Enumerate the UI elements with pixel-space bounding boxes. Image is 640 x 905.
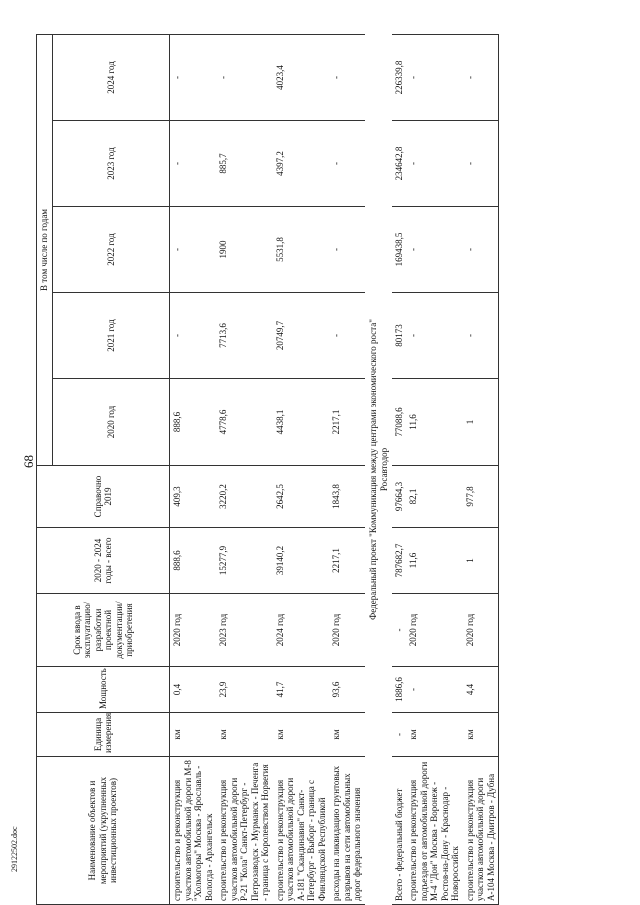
cell-2023: - (463, 121, 499, 207)
cell-name: строительство и реконструкция подъездов от автомобильной дороги М-4 "Дон" Москва - Воронеж - Ростов-на-Дону - Краснодар - Новороссийск (406, 757, 463, 905)
header-year-2022: 2022 год (52, 207, 170, 293)
table-header (37, 34, 170, 904)
cell-2023: - (170, 121, 217, 207)
cell-total: 888,6 (170, 528, 217, 594)
cell-2020: 2217,1 (329, 379, 365, 466)
header-group-by-year: В том числе по годам (37, 34, 53, 465)
cell-2022: - (406, 207, 463, 293)
cell-total: 787682,7 (392, 528, 407, 594)
agency-name: Росавтодор (379, 447, 389, 492)
cell-2020: 4778,6 (216, 379, 273, 466)
cell-2024: 4023,4 (273, 34, 330, 120)
cell-unit: км (329, 713, 365, 757)
cell-ref2019: 2642,5 (273, 466, 330, 528)
cell-total: 15277,9 (216, 528, 273, 594)
table-row (273, 34, 330, 904)
cell-name: строительство и реконструкция участков автомобильной дороги Р-21 "Кола" Санкт-Петербург - Петрозаводск - Мурманск - Печенга - граница с Королевством Норвегия (216, 757, 273, 905)
cell-capacity: 4,4 (463, 667, 499, 713)
cell-2020: 11,6 (406, 379, 463, 466)
rotated-table-wrapper (36, 35, 640, 905)
cell-name: расходы на ликвидацию грунтовых разрывов на сети автомобильных дорог федерального значения (329, 757, 365, 905)
table-row (170, 34, 217, 904)
header-ref2019: Справочно 2019 (37, 466, 170, 528)
federal-project-title: Федеральный проект "Коммуникация между центрами экономического роста" (367, 319, 378, 620)
table-row (463, 34, 499, 904)
page-number: 68 (21, 455, 36, 468)
cell-name: строительство и реконструкция участков автомобильной дороги А-104 Москва - Дмитров - Дубна (463, 757, 499, 905)
cell-2022: 5531,8 (273, 207, 330, 293)
cell-total: 11,6 (406, 528, 463, 594)
cell-capacity: 23,9 (216, 667, 273, 713)
cell-2020: 77088,6 (392, 379, 407, 466)
table-body (170, 34, 499, 904)
cell-unit: км (406, 713, 463, 757)
cell-total: 39140,2 (273, 528, 330, 594)
header-year-2023: 2023 год (52, 121, 170, 207)
section-subtitle-row (379, 34, 392, 904)
cell-2022: 169438,5 (392, 207, 407, 293)
cell-2024: 226339,8 (392, 34, 407, 120)
header-year-2021: 2021 год (52, 293, 170, 379)
cell-2024: - (406, 34, 463, 120)
cell-2021: - (170, 293, 217, 379)
cell-deadline: 2020 год (463, 594, 499, 667)
table-row (406, 34, 463, 904)
cell-2021: 80173 (392, 293, 407, 379)
cell-name: Всего - федеральный бюджет (392, 757, 407, 905)
cell-ref2019: 82,1 (406, 466, 463, 528)
cell-2024: - (463, 34, 499, 120)
cell-2022: - (463, 207, 499, 293)
cell-ref2019: 409,3 (170, 466, 217, 528)
cell-2021: - (329, 293, 365, 379)
table-row (392, 34, 407, 904)
cell-2021: - (406, 293, 463, 379)
cell-unit: км (463, 713, 499, 757)
cell-2021: 7713,6 (216, 293, 273, 379)
cell-2023: 4397,2 (273, 121, 330, 207)
cell-name: строительство и реконструкция участков автомобильной дороги М-8 "Холмогоры" Москва - Ярославль - Вологда - Архангельск (170, 757, 217, 905)
cell-deadline: 2023 год (216, 594, 273, 667)
cell-deadline: 2024 год (273, 594, 330, 667)
cell-deadline: 2020 год (406, 594, 463, 667)
cell-capacity: 41,7 (273, 667, 330, 713)
cell-name: строительство и реконструкция участков автомобильной дороги А-181 "Скандинавия" Санкт-Петербург - Выборг - граница с Финляндской Республикой (273, 757, 330, 905)
cell-deadline: - (392, 594, 407, 667)
cell-2022: 1900 (216, 207, 273, 293)
cell-capacity: 93,6 (329, 667, 365, 713)
cell-deadline: 2020 год (329, 594, 365, 667)
cell-2024: - (170, 34, 217, 120)
cell-2023: - (406, 121, 463, 207)
header-year-2024: 2024 год (52, 34, 170, 120)
cell-unit: км (170, 713, 217, 757)
cell-2021: 20749,7 (273, 293, 330, 379)
header-year-2020: 2020 год (52, 379, 170, 466)
cell-total: 1 (463, 528, 499, 594)
cell-ref2019: 3220,2 (216, 466, 273, 528)
cell-capacity: 0,4 (170, 667, 217, 713)
cell-2020: 888,6 (170, 379, 217, 466)
budget-table (36, 34, 499, 905)
cell-deadline: 2020 год (170, 594, 217, 667)
section-title-row (365, 34, 380, 904)
cell-2024: - (216, 34, 273, 120)
cell-ref2019: 977,8 (463, 466, 499, 528)
header-unit: Единица измерения (37, 713, 170, 757)
header-name: Наименование объектов и мероприятий (укрупненных инвестиционных проектов) (37, 757, 170, 905)
cell-2024: - (329, 34, 365, 120)
header-capacity: Мощность (37, 667, 170, 713)
cell-2021: - (463, 293, 499, 379)
cell-2022: - (170, 207, 217, 293)
cell-2020: 1 (463, 379, 499, 466)
cell-total: 2217,1 (329, 528, 365, 594)
cell-2023: 234642,8 (392, 121, 407, 207)
cell-unit: км (216, 713, 273, 757)
table-row (329, 34, 365, 904)
cell-2022: - (329, 207, 365, 293)
cell-2023: 885,7 (216, 121, 273, 207)
header-total: 2020 - 2024 годы - всего (37, 528, 170, 594)
cell-ref2019: 97664,3 (392, 466, 407, 528)
cell-capacity: 1886,6 (392, 667, 407, 713)
footer-filename: 29122502.doc (10, 826, 19, 872)
cell-2020: 4438,1 (273, 379, 330, 466)
cell-unit: км (273, 713, 330, 757)
cell-ref2019: 1843,8 (329, 466, 365, 528)
cell-2023: - (329, 121, 365, 207)
table-row (216, 34, 273, 904)
header-deadline: Срок ввода в эксплуатацию/ разработки проектной документации/ приобретения (37, 594, 170, 667)
cell-unit: - (392, 713, 407, 757)
cell-capacity: - (406, 667, 463, 713)
